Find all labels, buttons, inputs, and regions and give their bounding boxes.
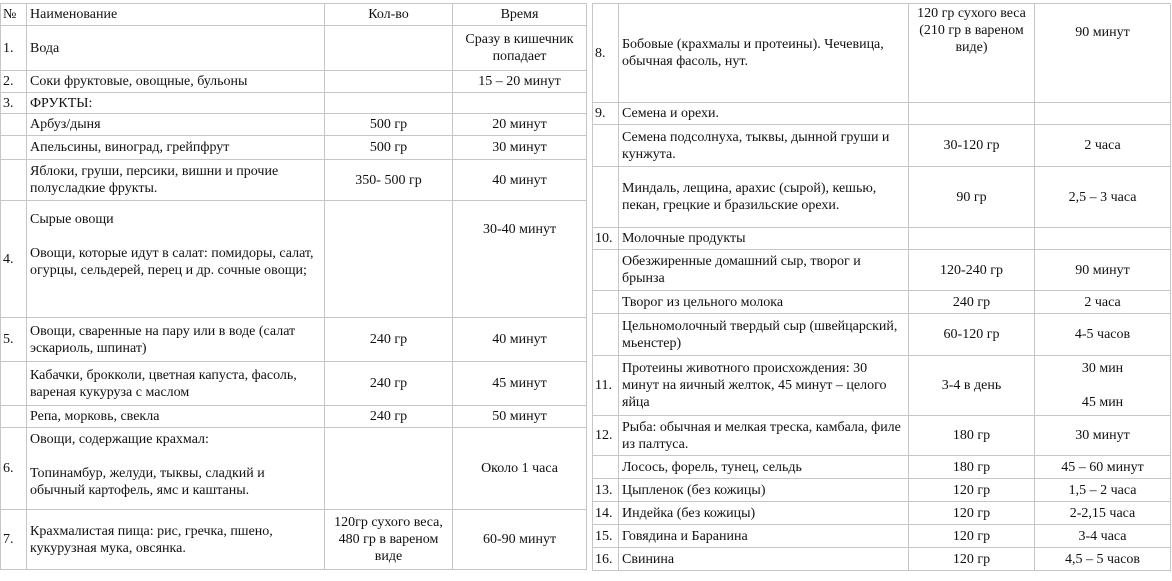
table-row [1,26,587,71]
row-name: Молочные продукты [619,228,909,250]
row-time: 4-5 часов [1035,314,1171,356]
row-name: Рыба: обычная и мелкая треска, камбала, филе из палтуса. [619,416,909,456]
row-time: 20 минут [453,114,587,136]
row-time: 2 часа [1035,125,1171,167]
row-qty: 120 гр [909,479,1035,502]
row-time [1035,356,1171,416]
row-qty: 120 гр [909,525,1035,548]
table-row [593,4,1171,103]
table-row [1,510,587,570]
row-qty: 120-240 гр [909,250,1035,291]
row-time: 2-2,15 часа [1035,502,1171,525]
row-num: 2. [1,71,27,93]
table-header-row [1,4,587,26]
row-name: Свинина [619,548,909,571]
row-num [593,456,619,479]
row-qty [325,93,453,114]
row-num [1,114,27,136]
row-qty: 120 гр [909,548,1035,571]
row-qty [325,201,453,318]
header-name: Наименование [27,4,325,26]
row-qty: 240 гр [325,406,453,428]
row-qty: 30-120 гр [909,125,1035,167]
table-row [593,250,1171,291]
table-row [593,291,1171,314]
row-name-detail: Топинамбур, желуди, тыквы, сладкий и обычный картофель, ямс и каштаны. [30,466,265,498]
row-time: 4,5 – 5 часов [1035,548,1171,571]
table-row [1,201,587,318]
table-row [593,125,1171,167]
row-time: 3-4 часа [1035,525,1171,548]
table-row [593,356,1171,416]
row-num: 4. [1,201,27,318]
row-num [1,362,27,406]
row-qty: 60-120 гр [909,314,1035,356]
row-name: Творог из цельного молока [619,291,909,314]
table-row [593,479,1171,502]
row-name [27,428,325,510]
table-row [593,228,1171,250]
row-name: Овощи, сваренные на пару или в воде (салат эскариоль, шпинат) [27,318,325,362]
row-name-detail: Овощи, которые идут в салат: помидоры, салат, огурцы, сельдерей, перец и др. сочные овощи; [30,246,314,278]
table-row [593,548,1171,571]
row-num [593,314,619,356]
table-row [593,525,1171,548]
table-row [1,362,587,406]
row-num [593,291,619,314]
row-time: 50 минут [453,406,587,428]
row-time: Сразу в кишечник попадает [453,26,587,71]
row-time: 2,5 – 3 часа [1035,167,1171,228]
row-qty: 240 гр [325,362,453,406]
row-qty: 120 гр сухого веса (210 гр в вареном виде) [909,4,1035,103]
row-name: Арбуз/дыня [27,114,325,136]
row-qty: 240 гр [325,318,453,362]
row-time: 45 минут [453,362,587,406]
header-time: Время [453,4,587,26]
row-time: 15 – 20 минут [453,71,587,93]
row-name: Апельсины, виноград, грейпфрут [27,136,325,160]
row-qty: 500 гр [325,136,453,160]
row-time [453,93,587,114]
row-num: 7. [1,510,27,570]
row-name: Семена и орехи. [619,103,909,125]
header-qty: Кол-во [325,4,453,26]
row-num: 12. [593,416,619,456]
digestion-table-left [0,3,587,570]
row-name: Обезжиренные домашний сыр, творог и брынза [619,250,909,291]
row-num [593,167,619,228]
row-qty [325,71,453,93]
row-num: 1. [1,26,27,71]
row-qty [325,428,453,510]
table-row [593,314,1171,356]
row-num: 3. [1,93,27,114]
row-num [1,406,27,428]
table-row [1,318,587,362]
table-row [1,136,587,160]
row-time: 60-90 минут [453,510,587,570]
row-time: 30 минут [1035,416,1171,456]
row-num: 14. [593,502,619,525]
row-qty: 120 гр [909,502,1035,525]
row-name: Цыпленок (без кожицы) [619,479,909,502]
row-num: 16. [593,548,619,571]
row-name: Бобовые (крахмалы и протеины). Чечевица, обычная фасоль, нут. [619,4,909,103]
row-num: 11. [593,356,619,416]
row-num [1,136,27,160]
row-num [1,160,27,201]
row-qty: 90 гр [909,167,1035,228]
row-name: Яблоки, груши, персики, вишни и прочие полусладкие фрукты. [27,160,325,201]
row-qty: 350- 500 гр [325,160,453,201]
row-num: 6. [1,428,27,510]
row-name-heading: Овощи, содержащие крахмал: [30,432,209,447]
table-row [593,167,1171,228]
table-row [1,114,587,136]
row-time: 40 минут [453,160,587,201]
row-qty: 500 гр [325,114,453,136]
row-time: Около 1 часа [453,428,587,510]
row-time: 90 минут [1035,4,1171,103]
row-name: Репа, морковь, свекла [27,406,325,428]
row-name: Лосось, форель, тунец, сельдь [619,456,909,479]
row-num: 15. [593,525,619,548]
row-time: 40 минут [453,318,587,362]
row-qty [325,26,453,71]
row-name: Миндаль, лещина, арахис (сырой), кешью, пекан, грецкие и бразильские орехи. [619,167,909,228]
row-time [1035,228,1171,250]
row-time: 45 – 60 минут [1035,456,1171,479]
row-name: Индейка (без кожицы) [619,502,909,525]
row-name: Цельномолочный твердый сыр (швейцарский, мьенстер) [619,314,909,356]
row-qty [909,103,1035,125]
row-name: Говядина и Баранина [619,525,909,548]
table-row [593,103,1171,125]
row-qty: 240 гр [909,291,1035,314]
row-name-heading: Сырые овощи [30,212,114,227]
row-time-egg: 45 мин [1081,395,1124,410]
table-row [593,456,1171,479]
row-time: 90 минут [1035,250,1171,291]
row-name: Крахмалистая пища: рис, гречка, пшено, кукурузная мука, овсянка. [27,510,325,570]
row-time: 1,5 – 2 часа [1035,479,1171,502]
row-name [27,201,325,318]
row-name: ФРУКТЫ: [27,93,325,114]
row-num [593,250,619,291]
row-qty: 120гр сухого веса, 480 гр в вареном виде [325,510,453,570]
row-num: 9. [593,103,619,125]
row-qty: 180 гр [909,456,1035,479]
row-qty: 3-4 в день [909,356,1035,416]
digestion-table-right [592,3,1171,571]
row-name: Кабачки, брокколи, цветная капуста, фасоль, вареная кукуруза с маслом [27,362,325,406]
row-time [1035,103,1171,125]
row-qty: 180 гр [909,416,1035,456]
table-row [1,71,587,93]
table-row [1,406,587,428]
table-row [593,502,1171,525]
table-row [1,428,587,510]
row-time: 2 часа [1035,291,1171,314]
row-num: 5. [1,318,27,362]
header-num: № [1,4,27,26]
row-name: Вода [27,26,325,71]
row-time: 30 минут [453,136,587,160]
row-name: Протеины животного происхождения: 30 минут на яичный желток, 45 минут – целого яйца [619,356,909,416]
row-num [593,125,619,167]
row-name: Семена подсолнуха, тыквы, дынной груши и кунжута. [619,125,909,167]
row-time: 30-40 минут [453,201,587,318]
table-row [593,416,1171,456]
row-num: 8. [593,4,619,103]
row-num: 10. [593,228,619,250]
row-num: 13. [593,479,619,502]
table-row [1,93,587,114]
row-qty [909,228,1035,250]
row-time-yolk: 30 мин [1081,361,1124,376]
row-name: Соки фруктовые, овощные, бульоны [27,71,325,93]
table-row [1,160,587,201]
